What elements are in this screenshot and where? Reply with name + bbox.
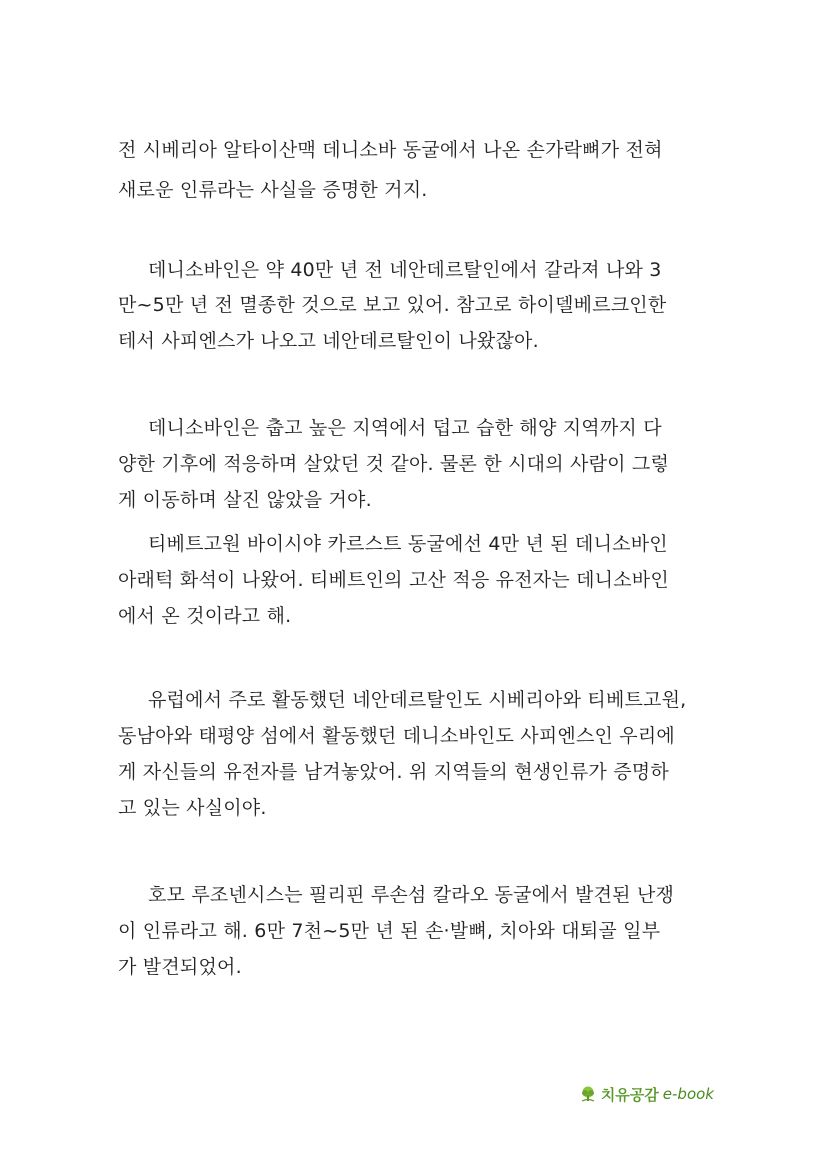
text-line: 전 시베리아 알타이산맥 데니소바 동굴에서 나온 손가락뼈가 전혀	[118, 139, 663, 161]
text-line: 동남아와 태평양 섬에서 활동했던 데니소바인도 사피엔스인 우리에	[118, 725, 675, 747]
text-line: 게 자신들의 유전자를 남겨놓았어. 위 지역들의 현생인류가 증명하	[118, 761, 669, 783]
footer-ebook-label: e-book	[662, 1085, 714, 1103]
text-line: 호모 루조넨시스는 필리핀 루손섬 칼라오 동굴에서 발견된 난쟁	[148, 884, 675, 906]
text-line: 데니소바인은 약 40만 년 전 네안데르탈인에서 갈라져 나와 3	[148, 259, 662, 281]
text-line: 에서 온 것이라고 해.	[118, 605, 292, 627]
text-line: 유럽에서 주로 활동했던 네안데르탈인도 시베리아와 티베트고원,	[148, 689, 687, 711]
text-line: 테서 사피엔스가 나오고 네안데르탈인이 나왔잖아.	[118, 330, 539, 352]
text-line: 새로운 인류라는 사실을 증명한 거지.	[118, 179, 428, 201]
text-line: 티베트고원 바이시야 카르스트 동굴에선 4만 년 된 데니소바인	[148, 533, 668, 555]
text-line: 아래턱 화석이 나왔어. 티베트인의 고산 적응 유전자는 데니소바인	[118, 569, 669, 591]
text-line: 만~5만 년 전 멸종한 것으로 보고 있어. 참고로 하이델베르크인한	[118, 294, 667, 316]
text-line: 고 있는 사실이야.	[118, 797, 267, 819]
text-line: 이 인류라고 해. 6만 7천~5만 년 된 손·발뼈, 치아와 대퇴골 일부	[118, 920, 661, 942]
text-line: 양한 기후에 적응하며 살았던 것 같아. 물론 한 시대의 사람이 그렇	[118, 453, 670, 475]
text-line: 데니소바인은 춥고 높은 지역에서 덥고 습한 해양 지역까지 다	[148, 417, 662, 439]
footer-brand-name: 치유공감	[600, 1085, 659, 1104]
tree-logo-icon	[579, 1085, 597, 1103]
footer-brand	[579, 1082, 714, 1106]
text-line: 가 발견되었어.	[118, 956, 242, 978]
text-line: 게 이동하며 살진 않았을 거야.	[118, 489, 372, 511]
